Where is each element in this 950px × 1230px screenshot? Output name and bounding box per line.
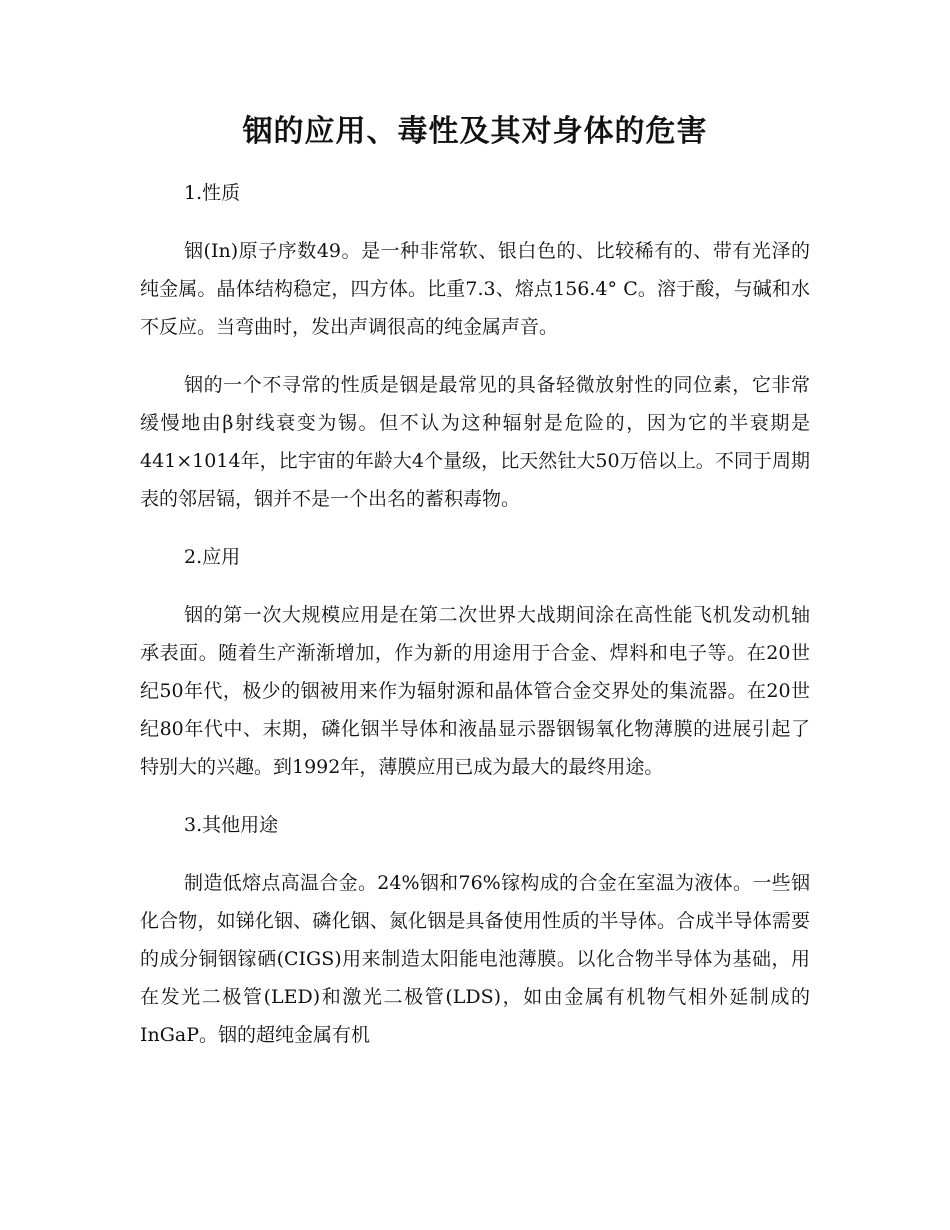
section-properties [140,174,810,518]
document-page [140,110,810,1074]
section-applications [140,538,810,786]
document-title: 铟的应用、毒性及其对身体的危害 [242,114,708,149]
section-other-uses [140,806,810,1054]
section-heading: 3.其他用途 [184,814,279,836]
paragraph: 铟的第一次大规模应用是在第二次世界大战期间涂在高性能飞机发动机轴承表面。随着生产渐渐增加，作为新的用途用于合金、焊料和电子等。在20世纪50年代，极少的铟被用来作为辐射源和晶体管合金交界处的集流器。在20世纪80年代中、末期，磷化铟半导体和液晶显示器铟锡氧化物薄膜的进展引起了特别大的兴趣。到1992年，薄膜应用已成为最大的最终用途。 [140,604,810,778]
paragraph: 铟的一个不寻常的性质是铟是最常见的具备轻微放射性的同位素，它非常缓慢地由β射线衰变为锡。但不认为这种辐射是危险的，因为它的半衰期是441×1014年，比宇宙的年龄大4个量级，比天然钍大50万倍以上。不同于周期表的邻居镉，铟并不是一个出名的蓄积毒物。 [140,374,810,510]
section-heading: 1.性质 [184,182,241,204]
paragraph: 制造低熔点高温合金。24%铟和76%镓构成的合金在室温为液体。一些铟化合物，如锑化铟、磷化铟、氮化铟是具备使用性质的半导体。合成半导体需要的成分铜铟镓硒(CIGS)用来制造太阳能电池薄膜。以化合物半导体为基础，用在发光二极管(LED)和激光二极管(LDS)，如由金属有机物气相外延制成的InGaP。铟的超纯金属有机 [140,872,810,1046]
paragraph: 铟(In)原子序数49。是一种非常软、银白色的、比较稀有的、带有光泽的纯金属。晶体结构稳定，四方体。比重7.3、熔点156.4° C。溶于酸，与碱和水不反应。当弯曲时，发出声调很高的纯金属声音。 [140,240,810,338]
section-heading: 2.应用 [184,546,241,568]
